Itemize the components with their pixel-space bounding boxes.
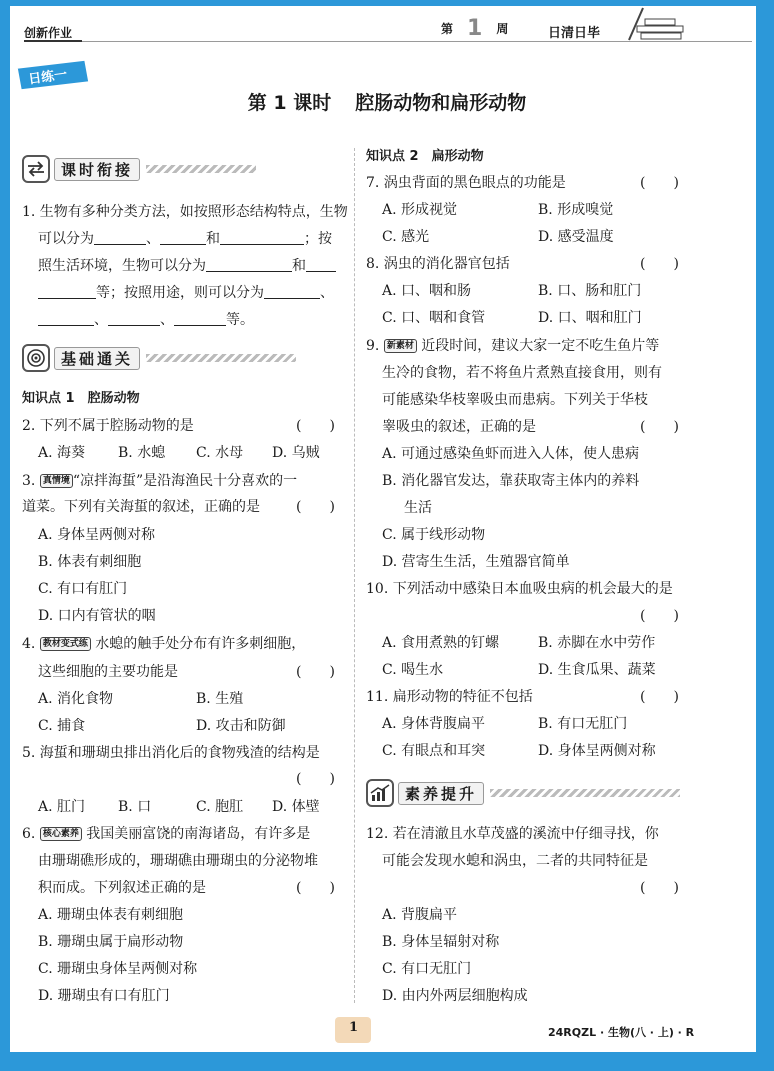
answer-paren: ( ) xyxy=(296,418,335,434)
q10-option-c: C. 喝生水 xyxy=(382,662,444,678)
answer-paren: ( ) xyxy=(640,689,679,705)
q4-option-c: C. 捕食 xyxy=(38,718,86,734)
q3-option-c: C. 有口有肛门 xyxy=(38,581,128,597)
q5-option-c: C. 胞肛 xyxy=(196,799,244,815)
q9-option-b-cont: 生活 xyxy=(404,500,432,516)
q1-line2: 可以分为 、 和 ；按 xyxy=(38,231,332,247)
section-header-advance xyxy=(366,778,680,808)
q6-line3: 积而成。下列叙述正确的是 xyxy=(38,880,206,896)
q5-line1: 5. 海蜇和珊瑚虫排出消化后的食物残渣的结构是 xyxy=(22,745,320,761)
bar-chart-icon xyxy=(366,779,394,807)
badge-core-literacy: 核心素养 xyxy=(40,827,82,841)
q12-line1: 12. 若在清澈且水草茂盛的溪流中仔细寻找，你 xyxy=(366,826,659,842)
books-pen-icon xyxy=(625,6,685,42)
q7-stem: 7. 涡虫背面的黑色眼点的功能是 xyxy=(366,175,566,191)
q7-option-c: C. 感光 xyxy=(382,229,430,245)
q7-option-d: D. 感受温度 xyxy=(538,229,614,245)
q9-option-b: B. 消化器官发达，靠获取寄主体内的养料 xyxy=(382,473,640,489)
q9-line4: 睾吸虫的叙述，正确的是 xyxy=(382,419,536,435)
q8-stem: 8. 涡虫的消化器官包括 xyxy=(366,256,510,272)
badge-textbook-variant: 教材变式练 xyxy=(40,637,91,651)
q3-line2: 道菜。下列有关海蜇的叙述，正确的是 xyxy=(22,499,260,515)
q6-line1: 6. 核心素养 我国美丽富饶的南海诸岛，有许多是 xyxy=(22,826,311,842)
q6-option-d: D. 珊瑚虫有口有肛门 xyxy=(38,988,170,1004)
q1-line4: 等；按照用途，则可以分为 、 xyxy=(38,283,334,303)
q8-option-d: D. 口、咽和肛门 xyxy=(538,310,642,326)
q5-option-a: A. 肛门 xyxy=(38,799,86,815)
answer-paren: ( ) xyxy=(640,880,679,896)
section-title: 素养提升 xyxy=(398,782,484,805)
section-header-link xyxy=(22,154,256,184)
q5-option-d: D. 体壁 xyxy=(272,799,320,815)
header-series: 创新作业 xyxy=(24,26,73,40)
q4-option-d: D. 攻击和防御 xyxy=(196,718,286,734)
answer-paren: ( ) xyxy=(640,419,679,435)
q2-option-c: C. 水母 xyxy=(196,445,244,461)
q12-option-a: A. 背腹扁平 xyxy=(382,907,458,923)
q9-option-d: D. 营寄生生活，生殖器官简单 xyxy=(382,554,570,570)
header-brand: 日清日毕 xyxy=(548,26,601,41)
q2-option-a: A. 海葵 xyxy=(38,445,86,461)
q9-option-c: C. 属于线形动物 xyxy=(382,527,486,543)
q12-option-c: C. 有口无肛门 xyxy=(382,961,472,977)
section-header-basics xyxy=(22,343,296,373)
q10-option-d: D. 生食瓜果、蔬菜 xyxy=(538,662,656,678)
header-week: 第 1 周 xyxy=(441,16,509,41)
q6-line2: 由珊瑚礁形成的，珊瑚礁由珊瑚虫的分泌物堆 xyxy=(38,853,318,869)
q2-option-d: D. 乌贼 xyxy=(272,445,320,461)
answer-paren: ( ) xyxy=(296,499,335,515)
arrows-icon xyxy=(22,155,50,183)
section-stripe xyxy=(146,165,256,173)
week-number: 1 xyxy=(467,16,483,41)
q8-option-c: C. 口、咽和食管 xyxy=(382,310,486,326)
q3-option-a: A. 身体呈两侧对称 xyxy=(38,527,156,543)
q12-option-b: B. 身体呈辐射对称 xyxy=(382,934,500,950)
q5-option-b: B. 口 xyxy=(118,799,152,815)
q2-stem: 2. 下列不属于腔肠动物的是 xyxy=(22,418,194,434)
q1-line5: 、 、 等。 xyxy=(38,310,254,330)
q3-option-b: B. 体表有刺细胞 xyxy=(38,554,142,570)
q3-line1: 3. 真情境 “凉拌海蜇”是沿海渔民十分喜欢的一 xyxy=(22,473,298,489)
answer-paren: ( ) xyxy=(640,175,679,191)
q3-option-d: D. 口内有管状的咽 xyxy=(38,608,156,624)
q2-option-b: B. 水螅 xyxy=(118,445,166,461)
target-icon xyxy=(22,344,50,372)
page-title: 第 1 课时 腔肠动物和扁形动物 xyxy=(247,92,527,114)
q1-line3: 照生活环境，生物可以分为 和 xyxy=(38,256,336,276)
q6-option-a: A. 珊瑚虫体表有刺细胞 xyxy=(38,907,184,923)
q9-line2: 生冷的食物，若不将鱼片煮熟直接食用，则有 xyxy=(382,365,662,381)
q4-option-b: B. 生殖 xyxy=(196,691,244,707)
q8-option-a: A. 口、咽和肠 xyxy=(382,283,472,299)
q10-line1: 10. 下列活动中感染日本血吸虫病的机会最大的是 xyxy=(366,581,673,597)
q11-option-c: C. 有眼点和耳突 xyxy=(382,743,486,759)
q11-option-d: D. 身体呈两侧对称 xyxy=(538,743,656,759)
answer-paren: ( ) xyxy=(296,664,335,680)
book-code: 24RQZL · 生物(八 · 上) · R xyxy=(548,1026,695,1039)
q1-line1: 1. 生物有多种分类方法，如按照形态结构特点，生物 xyxy=(22,204,348,220)
q9-option-a: A. 可通过感染鱼虾而进入人体，使人患病 xyxy=(382,446,640,462)
knowledge-point-1: 知识点 1 腔肠动物 xyxy=(22,391,140,406)
q12-option-d: D. 由内外两层细胞构成 xyxy=(382,988,528,1004)
badge-new-material: 新素材 xyxy=(384,339,417,353)
knowledge-point-2: 知识点 2 扁形动物 xyxy=(366,149,484,164)
q11-option-b: B. 有口无肛门 xyxy=(538,716,628,732)
section-stripe xyxy=(146,354,296,362)
answer-paren: ( ) xyxy=(640,256,679,272)
q8-option-b: B. 口、肠和肛门 xyxy=(538,283,642,299)
daily-tag-label: 日练一 xyxy=(27,67,69,88)
q7-option-b: B. 形成嗅觉 xyxy=(538,202,614,218)
section-title: 课时衔接 xyxy=(54,158,140,181)
q4-line2: 这些细胞的主要功能是 xyxy=(38,664,178,680)
q6-option-b: B. 珊瑚虫属于扁形动物 xyxy=(38,934,184,950)
q9-line1: 9. 新素材 近段时间，建议大家一定不吃生鱼片等 xyxy=(366,338,660,354)
column-divider xyxy=(354,148,355,1003)
section-stripe xyxy=(490,789,680,797)
q7-option-a: A. 形成视觉 xyxy=(382,202,458,218)
q4-option-a: A. 消化食物 xyxy=(38,691,114,707)
badge-real-context: 真情境 xyxy=(40,474,73,488)
page-number: 1 xyxy=(349,1020,359,1035)
q6-option-c: C. 珊瑚虫身体呈两侧对称 xyxy=(38,961,198,977)
q11-option-a: A. 身体背腹扁平 xyxy=(382,716,486,732)
q9-line3: 可能感染华枝睾吸虫而患病。下列关于华枝 xyxy=(382,392,648,408)
q10-option-b: B. 赤脚在水中劳作 xyxy=(538,635,656,651)
section-title: 基础通关 xyxy=(54,347,140,370)
q12-line2: 可能会发现水螅和涡虫，二者的共同特征是 xyxy=(382,853,648,869)
answer-paren: ( ) xyxy=(296,771,335,787)
q10-option-a: A. 食用煮熟的钉螺 xyxy=(382,635,500,651)
header-rule-accent xyxy=(24,40,82,42)
answer-paren: ( ) xyxy=(296,880,335,896)
q11-stem: 11. 扁形动物的特征不包括 xyxy=(366,689,533,705)
answer-paren: ( ) xyxy=(640,608,679,624)
q4-line1: 4. 教材变式练 水螅的触手处分布有许多刺细胞， xyxy=(22,636,306,652)
